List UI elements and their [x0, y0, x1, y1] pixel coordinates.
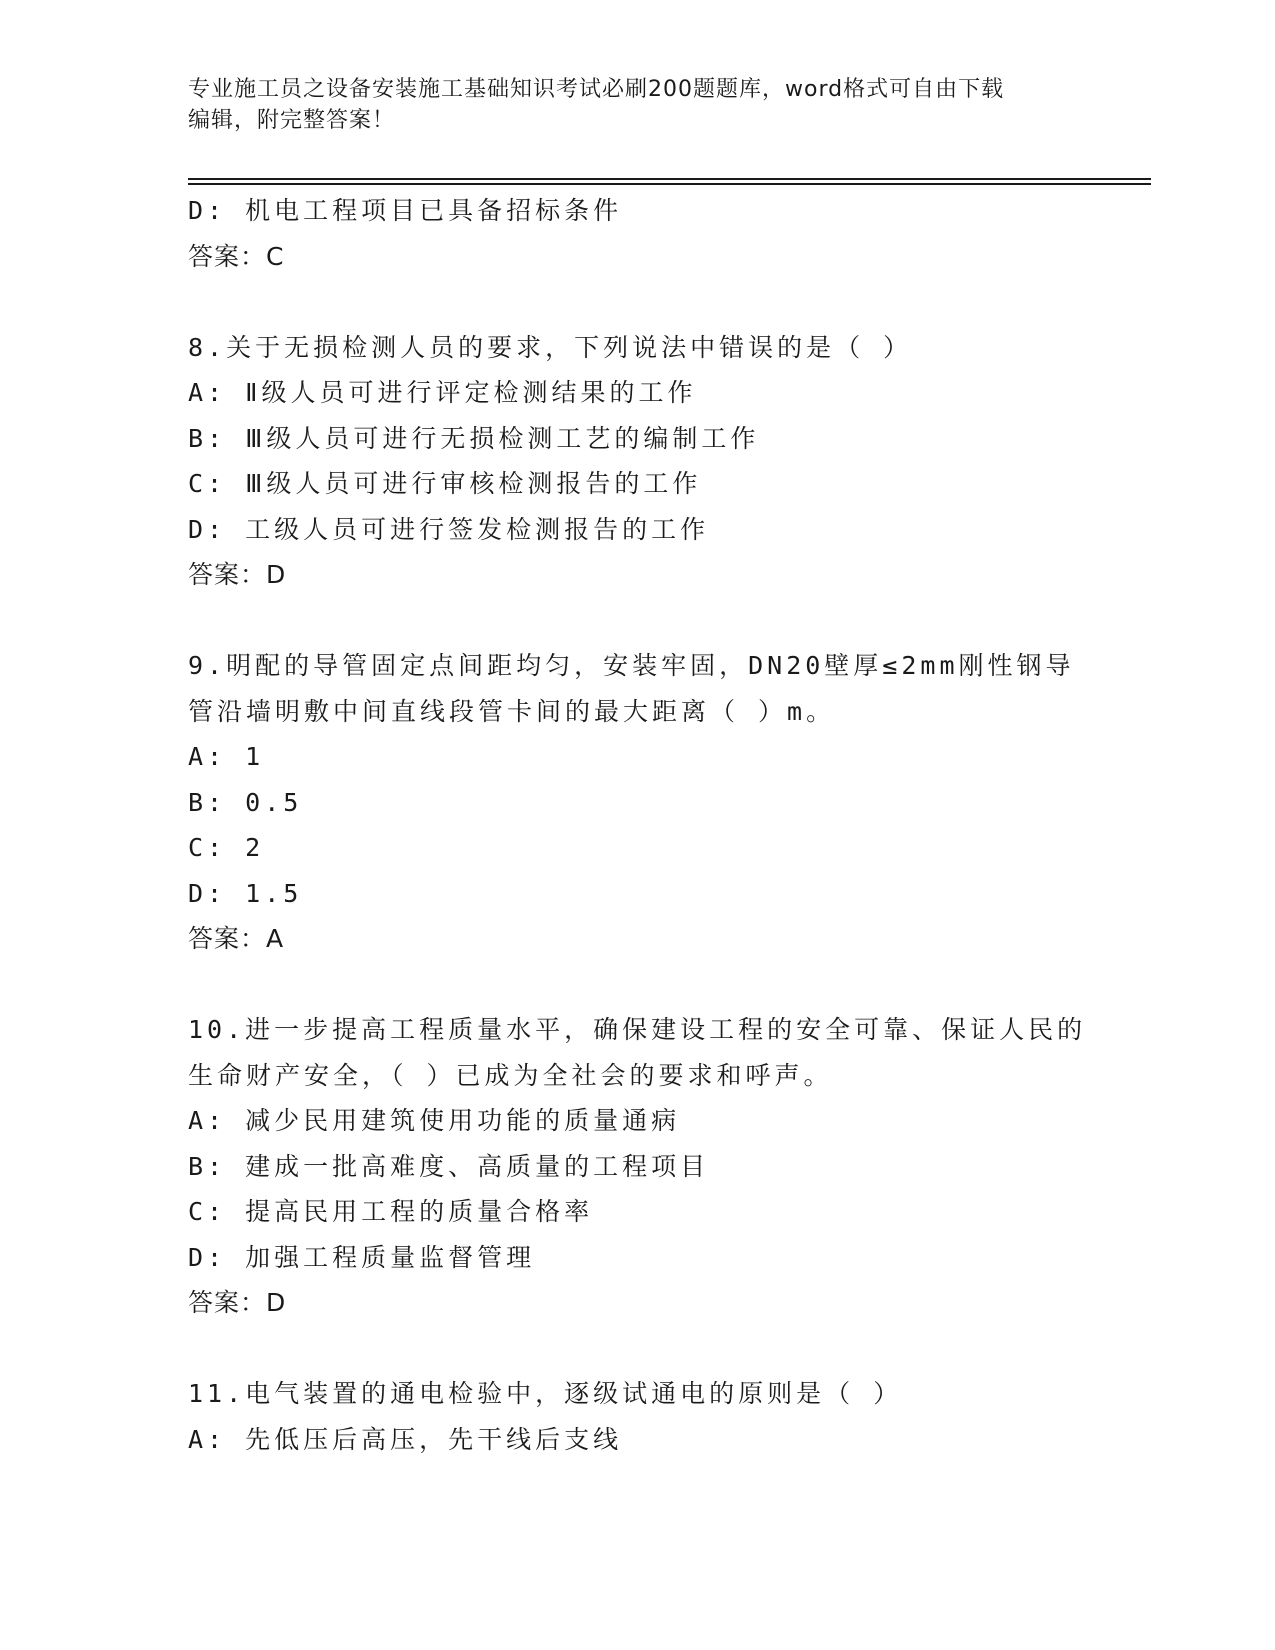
- option-d: D: 加强工程质量监督管理: [188, 1242, 536, 1272]
- option-b: B: 0.5: [188, 787, 303, 817]
- option-d: D: 1.5: [188, 878, 303, 908]
- option-c: C: 2: [188, 833, 265, 862]
- option-b: B: 建成一批高难度、高质量的工程项目: [188, 1151, 710, 1181]
- header-rule-top: [188, 178, 1151, 180]
- spacer: [188, 962, 1088, 1008]
- header-rule-bottom: [188, 183, 1151, 185]
- question-block-10: [188, 1007, 1088, 1326]
- header-line-2: 编辑，附完整答案！: [188, 108, 396, 133]
- question-block-8: [188, 325, 1088, 598]
- option-a: A: 1: [188, 742, 265, 771]
- question-stem-continued: 生命财产安全，（ ）已成为全社会的要求和呼声。: [188, 1060, 833, 1090]
- option-c: C: 提高民用工程的质量合格率: [188, 1197, 594, 1226]
- answer: 答案：D: [188, 1288, 287, 1317]
- option-d: D: 工级人员可进行签发检测报告的工作: [188, 514, 710, 544]
- answer: 答案：A: [188, 924, 285, 953]
- question-stem: 9.明配的导管固定点间距均匀，安装牢固，DN20壁厚≤2mm刚性钢导: [188, 651, 1075, 680]
- document-header: [188, 74, 1088, 136]
- spacer: [188, 598, 1088, 644]
- spacer: [188, 279, 1088, 325]
- question-content: [188, 188, 1088, 1462]
- option-b: B: Ⅲ级人员可进行无损检测工艺的编制工作: [188, 423, 760, 453]
- answer: 答案：D: [188, 560, 287, 589]
- option-a: A: 先低压后高压，先干线后支线: [188, 1424, 623, 1454]
- question-block-9: [188, 643, 1088, 962]
- question-block-11: [188, 1371, 1088, 1462]
- question-stem: 11.电气装置的通电检验中，逐级试通电的原则是（ ）: [188, 1379, 903, 1408]
- question-stem: 8.关于无损检测人员的要求，下列说法中错误的是（ ）: [188, 332, 913, 362]
- header-line-1: 专业施工员之设备安装施工基础知识考试必刷200题题库，word格式可自由下载: [188, 77, 1005, 102]
- question-stem: 10.进一步提高工程质量水平，确保建设工程的安全可靠、保证人民的: [188, 1015, 1087, 1044]
- spacer: [188, 1326, 1088, 1372]
- prev-option-d: D: 机电工程项目已具备招标条件: [188, 196, 623, 225]
- question-stem-continued: 管沿墙明敷中间直线段管卡间的最大距离（ ）m。: [188, 696, 836, 726]
- option-a: A: Ⅱ级人员可进行评定检测结果的工作: [188, 378, 697, 407]
- prev-answer: 答案：C: [188, 241, 285, 271]
- option-a: A: 减少民用建筑使用功能的质量通病: [188, 1106, 681, 1135]
- option-c: C: Ⅲ级人员可进行审核检测报告的工作: [188, 469, 702, 498]
